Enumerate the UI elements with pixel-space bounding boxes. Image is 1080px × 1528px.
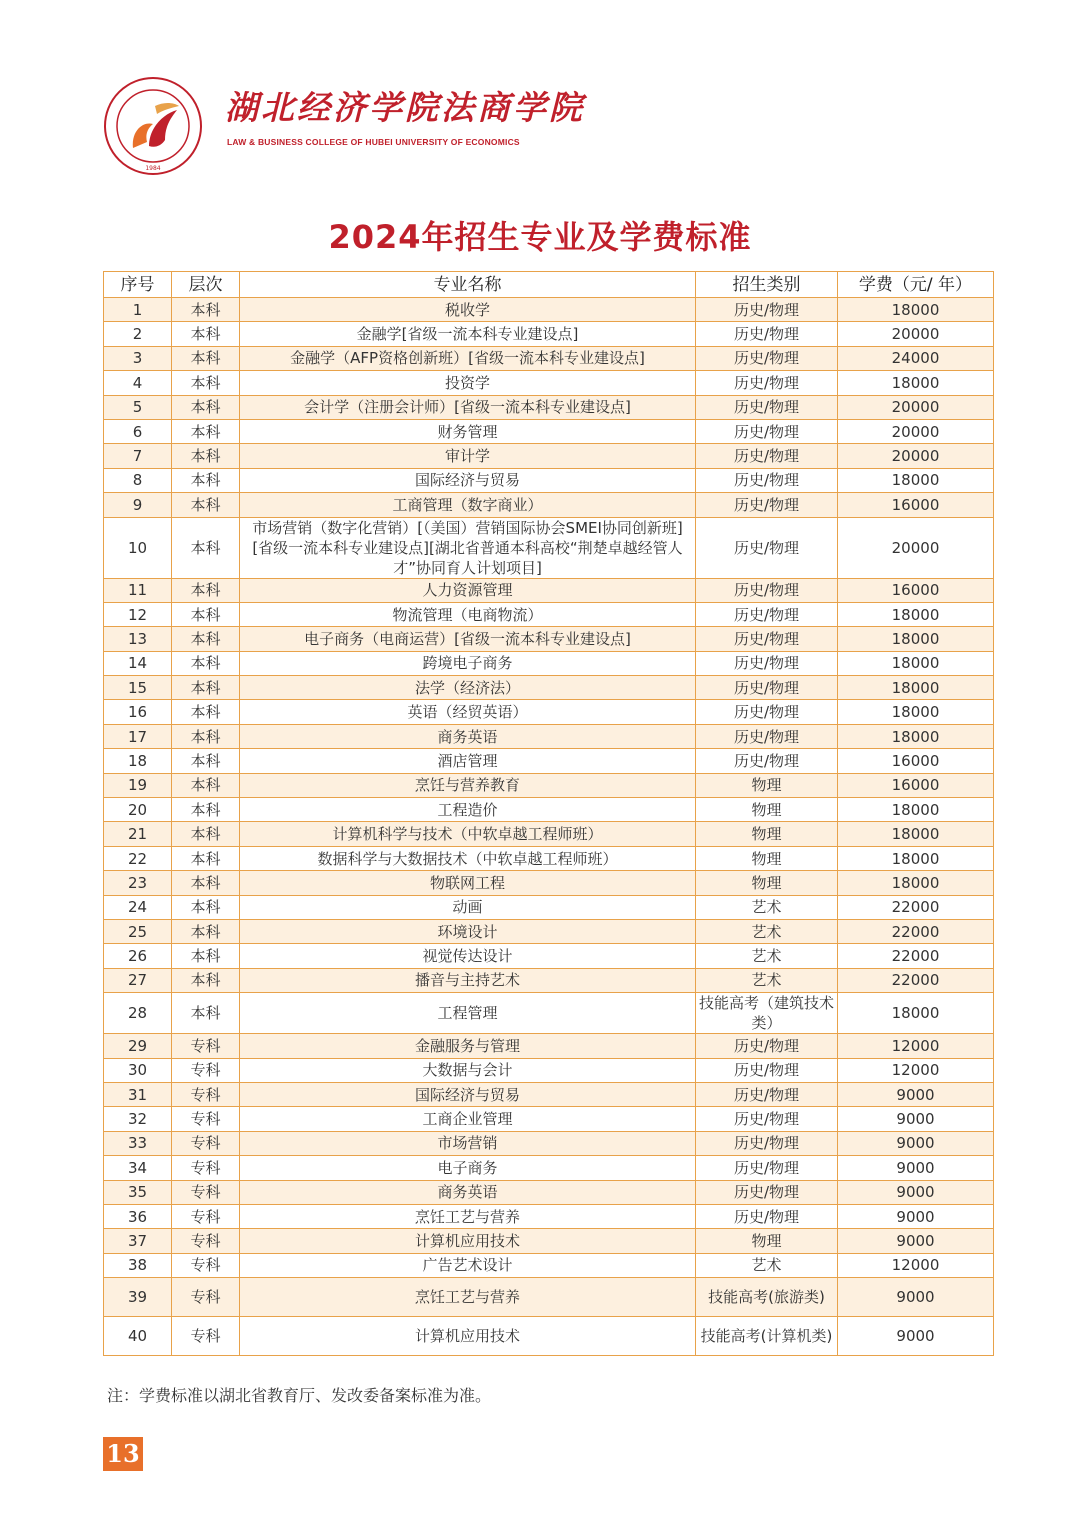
table-row: [104, 1204, 994, 1228]
cell-level: 本科: [172, 798, 240, 822]
header-fee: 学费（元/ 年）: [838, 272, 994, 298]
cell-no: 21: [104, 822, 172, 846]
cell-no: 38: [104, 1253, 172, 1277]
cell-no: 32: [104, 1107, 172, 1131]
table-row: [104, 517, 994, 578]
cell-major: 数据科学与大数据技术（中软卓越工程师班）: [240, 846, 696, 870]
cell-category: 历史/物理: [696, 322, 838, 346]
cell-no: 35: [104, 1180, 172, 1204]
cell-no: 5: [104, 395, 172, 419]
footnote: 注：学费标准以湖北省教育厅、发改委备案标准为准。: [107, 1386, 492, 1405]
cell-no: 25: [104, 919, 172, 943]
cell-category: 物理: [696, 871, 838, 895]
cell-no: 19: [104, 773, 172, 797]
cell-level: 专科: [172, 1082, 240, 1106]
cell-level: 本科: [172, 749, 240, 773]
cell-level: 本科: [172, 700, 240, 724]
cell-no: 36: [104, 1204, 172, 1228]
cell-major: 市场营销（数字化营销）[（美国）营销国际协会SMEI协同创新班][省级一流本科专业建设点][湖北省普通本科高校“荆楚卓越经管人才”协同育人计划项目]: [240, 517, 696, 578]
table-row: [104, 798, 994, 822]
page-number: 13: [103, 1437, 143, 1471]
cell-level: 专科: [172, 1131, 240, 1155]
cell-no: 33: [104, 1131, 172, 1155]
table-row: [104, 749, 994, 773]
cell-fee: 16000: [838, 773, 994, 797]
cell-major: 大数据与会计: [240, 1058, 696, 1082]
cell-no: 7: [104, 444, 172, 468]
page-title: 2024年招生专业及学费标准: [328, 218, 752, 256]
cell-category: 历史/物理: [696, 371, 838, 395]
cell-no: 24: [104, 895, 172, 919]
cell-level: 本科: [172, 846, 240, 870]
cell-category: 历史/物理: [696, 444, 838, 468]
cell-no: 30: [104, 1058, 172, 1082]
cell-level: 专科: [172, 1107, 240, 1131]
cell-major: 物联网工程: [240, 871, 696, 895]
cell-major: 英语（经贸英语）: [240, 700, 696, 724]
cell-category: 历史/物理: [696, 419, 838, 443]
header-major: 专业名称: [240, 272, 696, 298]
cell-category: 物理: [696, 1229, 838, 1253]
cell-fee: 16000: [838, 493, 994, 517]
cell-major: 财务管理: [240, 419, 696, 443]
cell-level: 专科: [172, 1034, 240, 1058]
cell-fee: 9000: [838, 1131, 994, 1155]
cell-major: 烹饪工艺与营养: [240, 1204, 696, 1228]
cell-category: 历史/物理: [696, 468, 838, 492]
table-row: [104, 322, 994, 346]
cell-level: 本科: [172, 602, 240, 626]
cell-no: 11: [104, 578, 172, 602]
cell-fee: 18000: [838, 871, 994, 895]
cell-category: 历史/物理: [696, 1180, 838, 1204]
cell-no: 1: [104, 298, 172, 322]
cell-category: 历史/物理: [696, 627, 838, 651]
table-row: [104, 468, 994, 492]
table-row: [104, 371, 994, 395]
cell-fee: 12000: [838, 1058, 994, 1082]
cell-category: 艺术: [696, 895, 838, 919]
cell-fee: 20000: [838, 322, 994, 346]
table-row: [104, 1317, 994, 1356]
cell-no: 22: [104, 846, 172, 870]
cell-level: 专科: [172, 1204, 240, 1228]
cell-category: 技能高考（建筑技术类）: [696, 993, 838, 1034]
cell-category: 历史/物理: [696, 493, 838, 517]
svg-text:1984: 1984: [145, 165, 161, 172]
cell-no: 15: [104, 676, 172, 700]
table-row: [104, 676, 994, 700]
cell-level: 本科: [172, 871, 240, 895]
cell-no: 2: [104, 322, 172, 346]
table-row: [104, 1180, 994, 1204]
cell-level: 专科: [172, 1180, 240, 1204]
cell-major: 电子商务: [240, 1156, 696, 1180]
cell-major: 投资学: [240, 371, 696, 395]
cell-fee: 12000: [838, 1034, 994, 1058]
cell-level: 专科: [172, 1058, 240, 1082]
cell-no: 4: [104, 371, 172, 395]
cell-category: 历史/物理: [696, 1034, 838, 1058]
cell-level: 本科: [172, 419, 240, 443]
cell-level: 本科: [172, 724, 240, 748]
cell-fee: 16000: [838, 749, 994, 773]
table-row: [104, 627, 994, 651]
cell-fee: 24000: [838, 346, 994, 370]
cell-fee: 18000: [838, 993, 994, 1034]
cell-level: 本科: [172, 895, 240, 919]
cell-category: 历史/物理: [696, 578, 838, 602]
cell-level: 专科: [172, 1317, 240, 1356]
cell-major: 法学（经济法）: [240, 676, 696, 700]
cell-fee: 9000: [838, 1278, 994, 1317]
cell-fee: 22000: [838, 895, 994, 919]
cell-no: 9: [104, 493, 172, 517]
cell-level: 本科: [172, 944, 240, 968]
table-row: [104, 1131, 994, 1155]
cell-major: 环境设计: [240, 919, 696, 943]
header-no: 序号: [104, 272, 172, 298]
cell-level: 本科: [172, 371, 240, 395]
table-row: [104, 944, 994, 968]
table-row: [104, 773, 994, 797]
table-body: [104, 298, 994, 1356]
cell-no: 23: [104, 871, 172, 895]
cell-level: 本科: [172, 919, 240, 943]
cell-level: 本科: [172, 822, 240, 846]
cell-level: 本科: [172, 298, 240, 322]
cell-fee: 18000: [838, 700, 994, 724]
table-row: [104, 1058, 994, 1082]
cell-level: 本科: [172, 493, 240, 517]
table-row: [104, 700, 994, 724]
cell-level: 本科: [172, 578, 240, 602]
table-header-row: [104, 272, 994, 298]
cell-category: 历史/物理: [696, 1082, 838, 1106]
cell-category: 物理: [696, 846, 838, 870]
cell-no: 37: [104, 1229, 172, 1253]
cell-major: 金融学（AFP资格创新班）[省级一流本科专业建设点]: [240, 346, 696, 370]
cell-fee: 9000: [838, 1156, 994, 1180]
table-row: [104, 346, 994, 370]
fee-table: [103, 271, 994, 1356]
cell-fee: 9000: [838, 1229, 994, 1253]
table-row: [104, 395, 994, 419]
cell-fee: 20000: [838, 419, 994, 443]
cell-major: 审计学: [240, 444, 696, 468]
cell-category: 历史/物理: [696, 395, 838, 419]
cell-category: 历史/物理: [696, 724, 838, 748]
table-row: [104, 298, 994, 322]
cell-major: 播音与主持艺术: [240, 968, 696, 992]
cell-level: 本科: [172, 322, 240, 346]
cell-major: 工商管理（数字商业）: [240, 493, 696, 517]
cell-fee: 22000: [838, 968, 994, 992]
table-row: [104, 444, 994, 468]
cell-category: 历史/物理: [696, 676, 838, 700]
table-row: [104, 871, 994, 895]
cell-no: 20: [104, 798, 172, 822]
cell-level: 本科: [172, 468, 240, 492]
cell-level: 本科: [172, 395, 240, 419]
cell-fee: 18000: [838, 651, 994, 675]
cell-level: 本科: [172, 676, 240, 700]
cell-level: 本科: [172, 444, 240, 468]
cell-major: 烹饪与营养教育: [240, 773, 696, 797]
table-row: [104, 919, 994, 943]
cell-level: 本科: [172, 517, 240, 578]
cell-no: 17: [104, 724, 172, 748]
cell-fee: 18000: [838, 627, 994, 651]
cell-fee: 18000: [838, 724, 994, 748]
college-name-cn: 湖北经济学院法商学院: [225, 88, 585, 127]
cell-no: 6: [104, 419, 172, 443]
cell-category: 艺术: [696, 919, 838, 943]
table-row: [104, 419, 994, 443]
table-row: [104, 822, 994, 846]
cell-category: 物理: [696, 773, 838, 797]
cell-category: 物理: [696, 822, 838, 846]
cell-major: 工商企业管理: [240, 1107, 696, 1131]
cell-category: 物理: [696, 798, 838, 822]
cell-category: 历史/物理: [696, 700, 838, 724]
cell-fee: 18000: [838, 822, 994, 846]
cell-no: 3: [104, 346, 172, 370]
cell-category: 历史/物理: [696, 1058, 838, 1082]
table-row: [104, 1082, 994, 1106]
cell-major: 烹饪工艺与营养: [240, 1278, 696, 1317]
cell-category: 历史/物理: [696, 298, 838, 322]
cell-major: 会计学（注册会计师）[省级一流本科专业建设点]: [240, 395, 696, 419]
cell-major: 金融学[省级一流本科专业建设点]: [240, 322, 696, 346]
cell-level: 专科: [172, 1253, 240, 1277]
cell-major: 工程造价: [240, 798, 696, 822]
cell-fee: 18000: [838, 468, 994, 492]
cell-major: 动画: [240, 895, 696, 919]
cell-major: 计算机应用技术: [240, 1317, 696, 1356]
cell-fee: 9000: [838, 1180, 994, 1204]
cell-category: 艺术: [696, 944, 838, 968]
cell-level: 专科: [172, 1229, 240, 1253]
cell-fee: 9000: [838, 1082, 994, 1106]
cell-no: 10: [104, 517, 172, 578]
cell-major: 人力资源管理: [240, 578, 696, 602]
cell-level: 本科: [172, 968, 240, 992]
table-row: [104, 1107, 994, 1131]
cell-fee: 18000: [838, 676, 994, 700]
cell-fee: 12000: [838, 1253, 994, 1277]
cell-fee: 18000: [838, 298, 994, 322]
cell-level: 本科: [172, 993, 240, 1034]
cell-level: 本科: [172, 651, 240, 675]
cell-no: 16: [104, 700, 172, 724]
table-row: [104, 578, 994, 602]
cell-major: 工程管理: [240, 993, 696, 1034]
cell-no: 13: [104, 627, 172, 651]
cell-major: 市场营销: [240, 1131, 696, 1155]
cell-category: 历史/物理: [696, 517, 838, 578]
cell-major: 国际经济与贸易: [240, 468, 696, 492]
cell-fee: 20000: [838, 444, 994, 468]
cell-category: 艺术: [696, 968, 838, 992]
cell-level: 本科: [172, 627, 240, 651]
cell-category: 技能高考(旅游类): [696, 1278, 838, 1317]
cell-no: 28: [104, 993, 172, 1034]
cell-major: 计算机应用技术: [240, 1229, 696, 1253]
table-row: [104, 1034, 994, 1058]
cell-fee: 9000: [838, 1317, 994, 1356]
cell-no: 27: [104, 968, 172, 992]
table-row: [104, 651, 994, 675]
table-row: [104, 602, 994, 626]
cell-major: 电子商务（电商运营）[省级一流本科专业建设点]: [240, 627, 696, 651]
cell-major: 计算机科学与技术（中软卓越工程师班）: [240, 822, 696, 846]
cell-fee: 18000: [838, 798, 994, 822]
college-seal-icon: [103, 76, 203, 176]
cell-no: 18: [104, 749, 172, 773]
cell-no: 26: [104, 944, 172, 968]
table-row: [104, 1156, 994, 1180]
table-row: [104, 1229, 994, 1253]
cell-major: 金融服务与管理: [240, 1034, 696, 1058]
table-row: [104, 1253, 994, 1277]
table-row: [104, 968, 994, 992]
table-row: [104, 895, 994, 919]
cell-major: 国际经济与贸易: [240, 1082, 696, 1106]
table-row: [104, 493, 994, 517]
cell-category: 历史/物理: [696, 749, 838, 773]
header-category: 招生类别: [696, 272, 838, 298]
college-logo: [103, 76, 585, 176]
table-row: [104, 846, 994, 870]
cell-major: 物流管理（电商物流）: [240, 602, 696, 626]
cell-no: 40: [104, 1317, 172, 1356]
cell-level: 本科: [172, 346, 240, 370]
cell-no: 34: [104, 1156, 172, 1180]
header-level: 层次: [172, 272, 240, 298]
cell-fee: 16000: [838, 578, 994, 602]
cell-fee: 18000: [838, 602, 994, 626]
cell-no: 39: [104, 1278, 172, 1317]
cell-category: 历史/物理: [696, 346, 838, 370]
cell-fee: 22000: [838, 919, 994, 943]
cell-fee: 22000: [838, 944, 994, 968]
cell-fee: 20000: [838, 517, 994, 578]
cell-fee: 9000: [838, 1204, 994, 1228]
cell-level: 本科: [172, 773, 240, 797]
cell-fee: 9000: [838, 1107, 994, 1131]
cell-category: 历史/物理: [696, 1204, 838, 1228]
cell-major: 视觉传达设计: [240, 944, 696, 968]
table-row: [104, 1278, 994, 1317]
cell-category: 历史/物理: [696, 651, 838, 675]
cell-no: 12: [104, 602, 172, 626]
cell-no: 29: [104, 1034, 172, 1058]
cell-category: 历史/物理: [696, 1131, 838, 1155]
cell-category: 历史/物理: [696, 602, 838, 626]
cell-no: 8: [104, 468, 172, 492]
cell-fee: 18000: [838, 371, 994, 395]
cell-major: 跨境电子商务: [240, 651, 696, 675]
cell-category: 历史/物理: [696, 1107, 838, 1131]
cell-level: 专科: [172, 1278, 240, 1317]
cell-fee: 18000: [838, 846, 994, 870]
cell-level: 专科: [172, 1156, 240, 1180]
cell-major: 酒店管理: [240, 749, 696, 773]
cell-major: 商务英语: [240, 1180, 696, 1204]
cell-major: 税收学: [240, 298, 696, 322]
cell-category: 艺术: [696, 1253, 838, 1277]
cell-major: 广告艺术设计: [240, 1253, 696, 1277]
cell-category: 技能高考(计算机类): [696, 1317, 838, 1356]
college-name-en: LAW & BUSINESS COLLEGE OF HUBEI UNIVERSITY OF ECONOMICS: [227, 137, 520, 147]
cell-category: 历史/物理: [696, 1156, 838, 1180]
table-row: [104, 993, 994, 1034]
cell-fee: 20000: [838, 395, 994, 419]
table-row: [104, 724, 994, 748]
cell-no: 31: [104, 1082, 172, 1106]
cell-major: 商务英语: [240, 724, 696, 748]
cell-no: 14: [104, 651, 172, 675]
